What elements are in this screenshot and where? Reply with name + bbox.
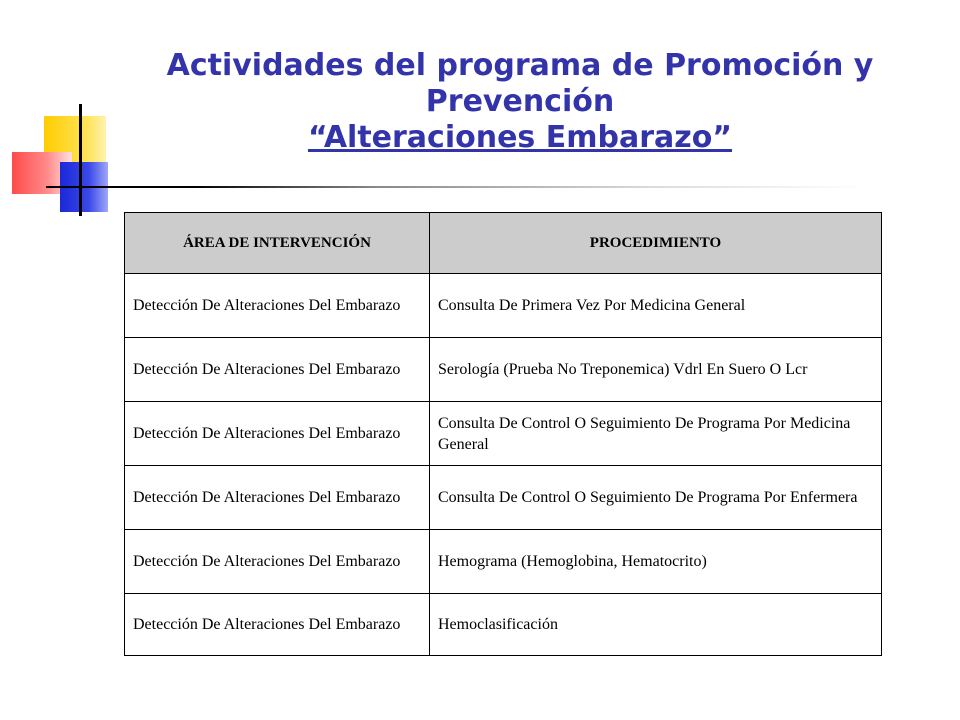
table-row (125, 466, 882, 530)
title-line-2: “Alteraciones Embarazo” (307, 120, 733, 155)
table-row (125, 274, 882, 338)
title-rule (46, 186, 866, 188)
cell-area: Detección De Alteraciones Del Embarazo (125, 594, 430, 656)
table-row (125, 594, 882, 656)
cell-procedure: Hemoclasificación (430, 594, 882, 656)
header-procedure: PROCEDIMIENTO (430, 213, 882, 274)
table-row (125, 338, 882, 402)
cell-area: Detección De Alteraciones Del Embarazo (125, 338, 430, 402)
vertical-rule (79, 104, 82, 216)
procedures-table (124, 212, 882, 656)
slide-title (140, 48, 900, 156)
cell-procedure: Consulta De Control O Seguimiento De Programa Por Medicina General (430, 402, 882, 466)
cell-area: Detección De Alteraciones Del Embarazo (125, 530, 430, 594)
table-header-row (125, 213, 882, 274)
corner-decoration (0, 0, 140, 230)
cell-area: Detección De Alteraciones Del Embarazo (125, 466, 430, 530)
table-row (125, 530, 882, 594)
cell-procedure: Serología (Prueba No Treponemica) Vdrl En Suero O Lcr (430, 338, 882, 402)
title-line-1: Actividades del programa de Promoción y Prevención (166, 48, 874, 119)
cell-area: Detección De Alteraciones Del Embarazo (125, 274, 430, 338)
cell-procedure: Consulta De Control O Seguimiento De Programa Por Enfermera (430, 466, 882, 530)
table-row (125, 402, 882, 466)
cell-procedure: Hemograma (Hemoglobina, Hematocrito) (430, 530, 882, 594)
cell-procedure: Consulta De Primera Vez Por Medicina General (430, 274, 882, 338)
cell-area: Detección De Alteraciones Del Embarazo (125, 402, 430, 466)
header-area: ÁREA DE INTERVENCIÓN (125, 213, 430, 274)
